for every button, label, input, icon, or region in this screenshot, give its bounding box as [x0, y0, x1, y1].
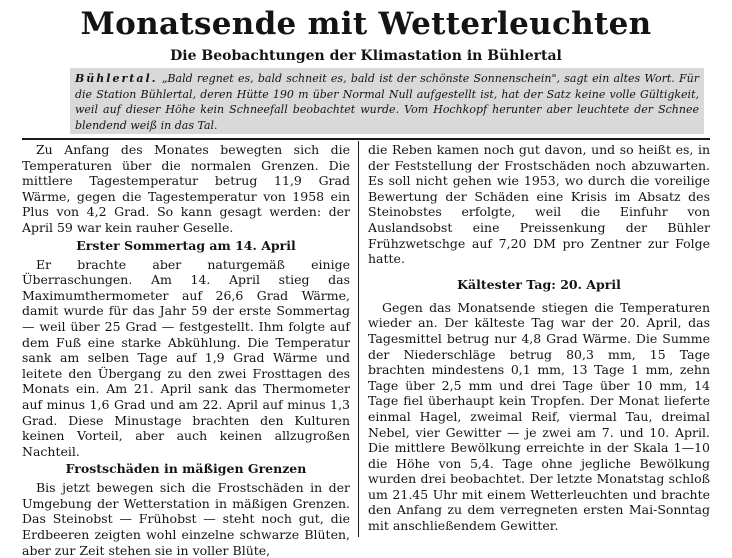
left-column	[22, 142, 350, 558]
section-heading: Frostschäden in mäßigen Grenzen	[65, 461, 307, 477]
section-heading: Erster Sommertag am 14. April	[76, 237, 296, 253]
section-heading: Kältester Tag: 20. April	[457, 276, 621, 292]
body-paragraph: Gegen das Monatsende stiegen die Temperaturen wieder an. Der kälteste Tag war der 20. April, das Tagesmittel betrug nur 4,8 Grad Wärme. Die Summe der Niederschläge betrug 80,3 mm, 15 Tage brachten mindestens 0,1 mm, 13 Tage 1 mm, zehn Tage über 2,5 mm und drei Tage über 10 mm, 14 Tage fiel überhaupt kein Tropfen. Der Monat lieferte einmal Hagel, zweimal Reif, viermal Tau, dreimal Nebel, vier Gewitter — je zwei am 7. und 10. April. Die mittlere Bewölkung erreichte in der Skala 1—10 die Höhe von 5,4. Tage ohne jegliche Bewölkung wurden drei beobachtet. Der letzte Monatstag schloß um 21.45 Uhr mit einem Wetterleuchten und brachte den Anfang zu dem verregneten ersten Mai-Sonntag mit anschließendem Gewitter.	[368, 299, 710, 534]
divider-rule	[22, 138, 710, 140]
lead-location: Bühlertal.	[75, 72, 158, 85]
lead-paragraph	[70, 68, 704, 134]
column-divider	[358, 141, 359, 537]
headline: Monatsende mit Wetterleuchten	[80, 6, 652, 42]
body-paragraph: Er brachte aber naturgemäß einige Überraschungen. Am 14. April stieg das Maximumthermometer auf 26,6 Grad Wärme, damit wurde für das Jahr 59 der erste Sommertag — weil über 25 Grad — festgestellt. Ihm folgte auf dem Fuß eine starke Abkühlung. Die Temperatur sank am selben Tage auf 1,9 Grad Wärme und leitete den Übergang zu den zwei Frosttagen des Monats ein. Am 21. April sank das Thermometer auf minus 1,6 Grad und am 22. April auf minus 1,3 Grad. Diese Minustage brachten den Kulturen keinen Vorteil, aber auch keinen allzugroßen Nachteil.	[22, 256, 350, 459]
body-paragraph: die Reben kamen noch gut davon, und so heißt es, in der Feststellung der Frostschäden noch abzuwarten. Es soll nicht gehen wie 1953, wo durch die voreilige Bewertung der Schäden eine Krisis im Absatz des Steinobstes erfolgte, weil die Einfuhr von Auslandsobst eine Preissenkung der Bühler Frühzwetschge auf 7,20 DM pro Zentner zur Folge hatte.	[368, 142, 710, 267]
right-column	[368, 142, 710, 540]
body-paragraph: Zu Anfang des Monates bewegten sich die Temperaturen über die normalen Grenzen. Die mittlere Tagestemperatur betrug 11,9 Grad Wärme, gegen die Tagestemperatur von 1958 ein Plus von 4,2 Grad. So kann gesagt werden: der April 59 war kein rauher Geselle.	[22, 142, 350, 235]
lead-text: „Bald regnet es, bald schneit es, bald ist der schönste Sonnenschein", sagt ein altes Wort. Für die Station Bühlertal, deren Hütte 190 m über Normal Null aufgestellt ist, hat der Satz keine volle Gültigkeit, weil auf dieser Höhe kein Schneefall beobachtet wurde. Vom Hochkopf herunter aber leuchtete der Schnee blendend weiß in das Tal.	[75, 72, 699, 132]
body-paragraph: Bis jetzt bewegen sich die Frostschäden in der Umgebung der Wetterstation in mäßigen Grenzen. Das Steinobst — Frühobst — steht noch gut, die Erdbeeren zeigten wohl einzelne schwarze Blüten, aber zur Zeit stehen sie in voller Blüte,	[22, 480, 350, 558]
subheadline: Die Beobachtungen der Klimastation in Bühlertal	[170, 48, 562, 64]
